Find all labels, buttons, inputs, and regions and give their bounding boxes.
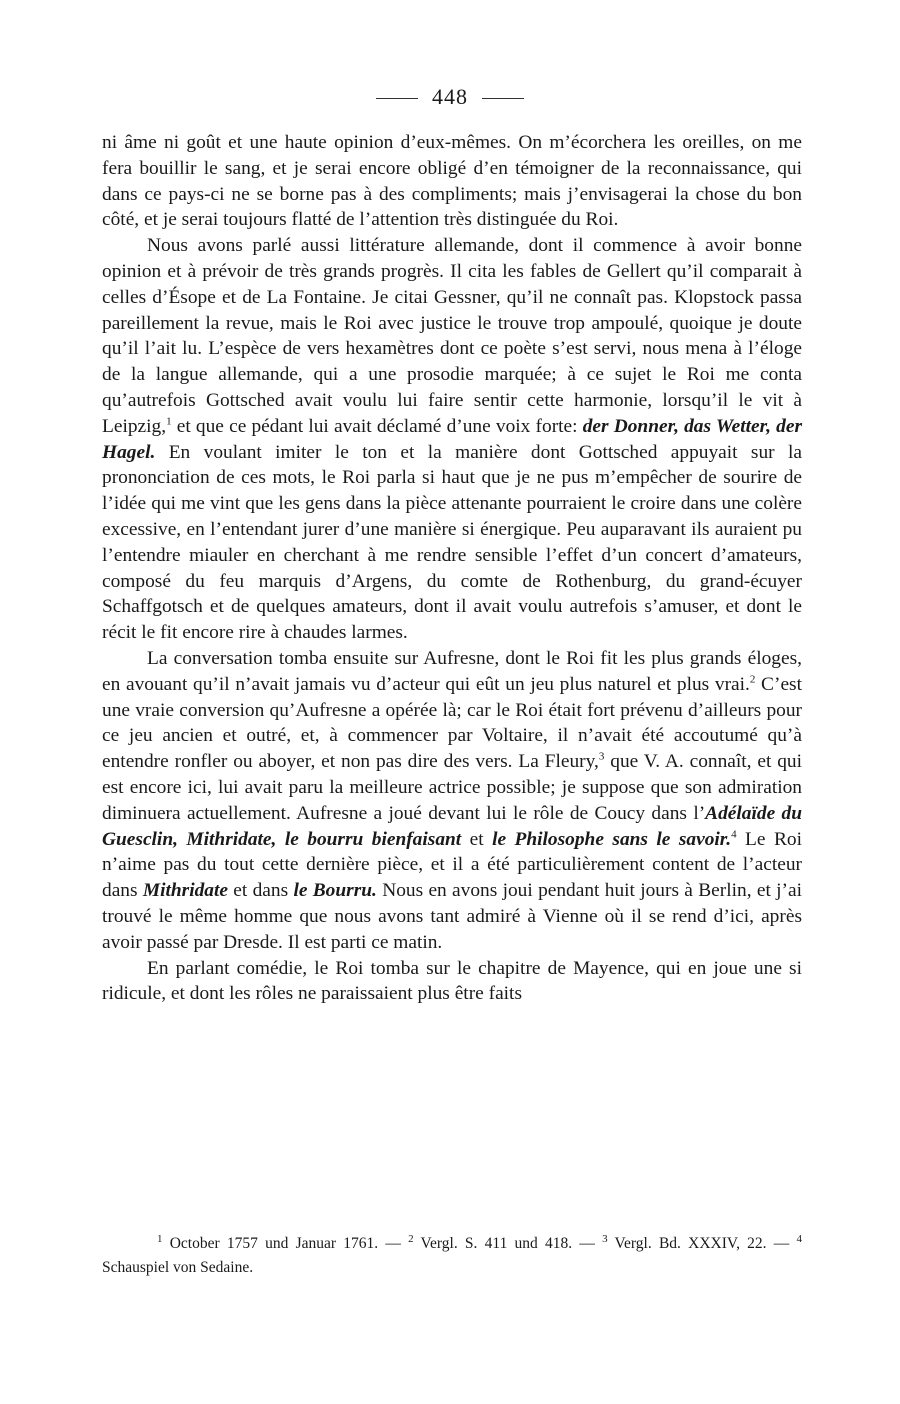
text-run: et dans [227,880,294,902]
emphasized-title: Adélaïde du Guesclin, Mithridate, le bourru bienfaisant [102,802,802,850]
text-run: que V. A. connaît, et qui est encore ici, lui avait paru la meilleure actrice possible; je suppose que son admiration diminuera actuellement. Aufresne a joué devant lui le rôle de Coucy dans l’ [102,751,802,824]
paragraph [102,233,802,646]
text-run: Le Roi n’aime pas du tout cette dernière pièce, et il a été particulièrement content de l’acteur dans [102,828,802,902]
paragraph [102,956,802,1008]
text-run: En voulant imiter le ton et la manière dont Gottsched appuyait sur la prononciation de ces mots, le Roi parla si haut que je ne pus m’empêcher de sourire de l’idée qui me vint que les gens dans la pièce attenante pourraient le croire dans une colère excessive, en l’entendant jurer d’une manière si énergique. Peu auparavant ils auraient pu l’entendre miauler en cherchant à me rendre sensible l’effet d’un concert d’amateurs, composé du feu marquis d’Argens, du comte de Rothenburg, du grand-écuyer Schaffgotsch et de quelques amateurs, dont il avait voulu autrefois s’amuser, et dont le récit le fit encore rire à chaudes larmes. [102,441,802,644]
footnote-marker: 3 [598,750,605,763]
footnotes [102,1232,802,1280]
text-run: et que ce pédant lui avait déclamé d’une voix forte: [171,415,583,437]
footnote-marker: 2 [408,1232,414,1245]
text-run: Nous en avons joui pendant huit jours à Berlin, et j’ai trouvé le même homme que nous avons tant admiré à Vienne où il se rend d’ici, après avoir passé par Dresde. Il est parti ce matin. [102,880,802,953]
body-text [102,130,802,1007]
footnote-marker: 4 [731,828,737,841]
text-run: C’est une vraie conversion qu’Aufresne a opérée là; car le Roi était fort prévenu d’ailleurs pour ce jeu ancien et outré, et, à commencer par Voltaire, il n’avait été accoutumé qu’à entendre ronfler ou aboyer, et non pas dire des vers. La Fleury, [102,673,802,773]
text-run: En parlant comédie, le Roi tomba sur le chapitre de Mayence, qui en joue une si ridicule, et dont les rôles ne paraissaient plus être faits [102,957,802,1005]
header-rule-left [376,98,418,99]
paragraph [102,646,802,956]
text-run: et [461,828,493,850]
paragraph [102,130,802,233]
text-run: La conversation tomba ensuite sur Aufresne, dont le Roi fit les plus grands éloges, en avouant qu’il n’avait jamais vu d’acteur qui eût un jeu plus naturel et plus vrai. [102,647,802,695]
footnote-marker: 4 [796,1232,803,1245]
footnote-marker: 1 [157,1232,163,1245]
emphasized-title: le Bourru. [293,880,377,902]
emphasized-title: Mithridate [142,880,228,902]
page-number: 448 [432,84,468,109]
footnote-marker: 2 [749,673,756,686]
emphasized-title: der Donner, das Wetter, der Hagel. [102,415,802,463]
emphasized-title: le Philosophe sans le savoir. [492,828,732,850]
text-run: Vergl. S. 411 und 418. — [413,1235,603,1252]
text-run: Schauspiel von Sedaine. [102,1259,254,1276]
footnote-marker: 1 [166,415,172,428]
page-header [0,84,900,110]
text-run: October 1757 und Januar 1761. — [162,1235,409,1252]
text-run: ni âme ni goût et une haute opinion d’eux-mêmes. On m’écorchera les oreilles, on me fera bouillir le sang, et je serai encore obligé d’en témoigner de la reconnaissance, qui dans ce pays-ci ne se borne pas à des compliments; mais j’envisagerai la chose du bon côté, et je serai toujours flatté de l’attention très distinguée du Roi. [102,132,802,231]
footnote-marker: 3 [602,1232,608,1245]
text-run: Vergl. Bd. XXXIV, 22. — [607,1235,797,1252]
header-rule-right [482,98,524,99]
text-run: Nous avons parlé aussi littérature allemande, dont il commence à avoir bonne opinion et à prévoir de très grands progrès. Il cita les fables de Gellert qu’il comparait à celles d’Ésope et de La Fontaine. Je citai Gessner, qu’il ne connaît pas. Klopstock passa pareillement la revue, mais le Roi avec justice le trouve trop ampoulé, quoique je doute qu’il l’ait lu. L’espèce de vers hexamètres dont ce poète s’est servi, nous mena à l’éloge de la langue allemande, qui a une prosodie marquée; à ce sujet le Roi me conta qu’autrefois Gottsched avait voulu lui faire sentir cette harmonie, lorsqu’il le vit à Leipzig, [102,235,802,437]
